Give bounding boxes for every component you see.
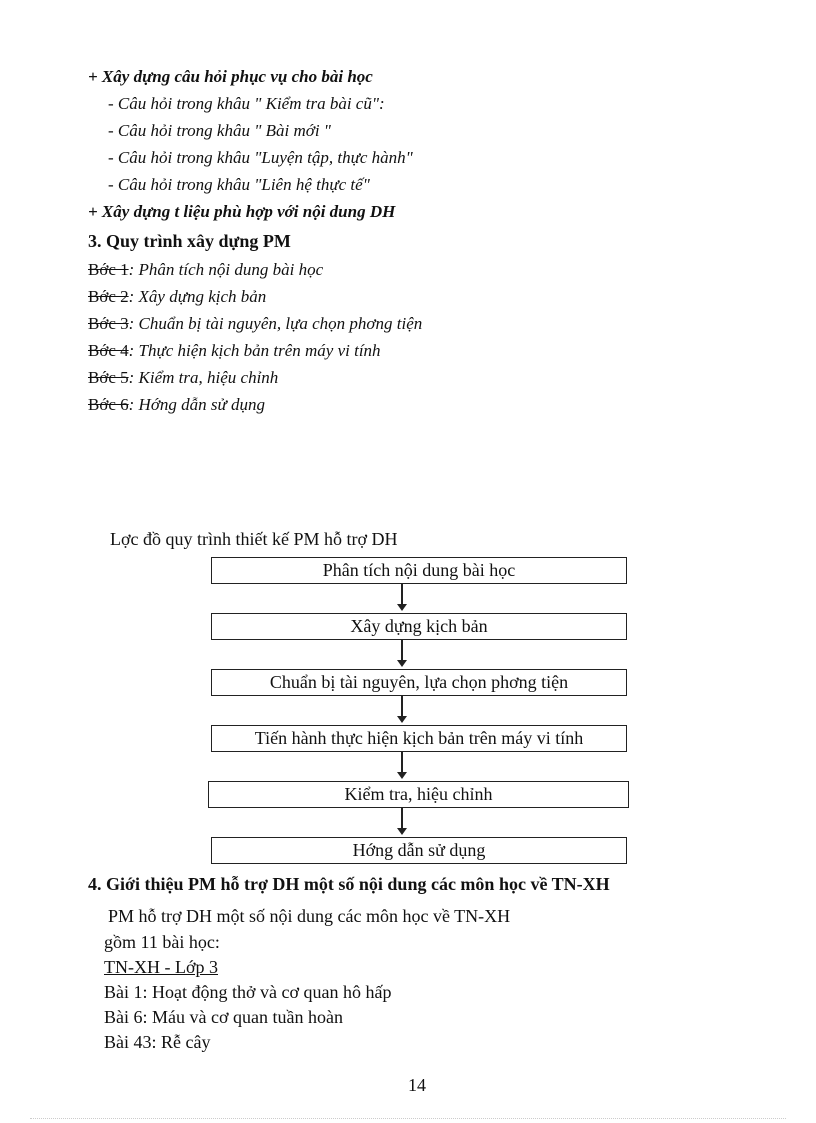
step-key: Bớc 5 [88,368,129,387]
flowchart-caption: Lợc đồ quy trình thiết kế PM hỗ trợ DH [110,529,398,549]
step-key: Bớc 3 [88,314,129,333]
page-number: 14 [408,1075,426,1095]
step-key: Bớc 4 [88,341,129,360]
step-line [88,395,265,415]
lesson-item: Bài 43: Rễ cây [104,1032,211,1052]
question-item: - Câu hỏi trong khâu "Liên hệ thực tế" [108,175,370,194]
lesson-item: Bài 6: Máu và cơ quan tuần hoàn [104,1007,343,1027]
materials-heading: + Xây dựng t liệu phù hợp với nội dung DH [88,202,396,221]
down-arrow-icon [401,640,403,661]
grade-subheading: TN-XH - Lớp 3 [104,957,218,977]
question-item: - Câu hỏi trong khâu " Kiểm tra bài cũ": [108,94,385,113]
question-item: - Câu hỏi trong khâu " Bài mới " [108,121,331,140]
step-text: : Kiểm tra, hiệu chỉnh [128,368,279,387]
step-line [88,341,381,361]
step-line [88,287,266,307]
flow-step-box: Xây dựng kịch bản [211,613,627,640]
flow-step-box: Kiểm tra, hiệu chỉnh [208,781,629,808]
step-text: : Xây dựng kịch bản [128,287,267,306]
step-text: : Hớng dẫn sử dụng [128,395,266,414]
questions-heading: + Xây dựng câu hỏi phục vụ cho bài học [88,67,373,86]
step-text: : Phân tích nội dung bài học [128,260,324,279]
step-key: Bớc 2 [88,287,129,306]
flow-step-box: Tiến hành thực hiện kịch bản trên máy vi tính [211,725,627,752]
flow-step-box: Hớng dẫn sử dụng [211,837,627,864]
flow-step-box: Chuẩn bị tài nguyên, lựa chọn phơng tiện [211,669,627,696]
step-key: Bớc 6 [88,395,129,414]
footer-divider [30,1118,786,1119]
down-arrow-icon [401,584,403,605]
down-arrow-icon [401,696,403,717]
step-line [88,260,323,280]
step-key: Bớc 1 [88,260,129,279]
question-item: - Câu hỏi trong khâu "Luyện tập, thực hành" [108,148,413,167]
step-text: : Thực hiện kịch bản trên máy vi tính [128,341,381,360]
step-text: : Chuẩn bị tài nguyên, lựa chọn phơng tiện [128,314,423,333]
down-arrow-icon [401,808,403,829]
section4-heading: 4. Giới thiệu PM hỗ trợ DH một số nội dung các môn học về TN-XH [88,874,610,894]
down-arrow-icon [401,752,403,773]
intro-line: gồm 11 bài học: [104,932,220,952]
intro-line: PM hỗ trợ DH một số nội dung các môn học về TN-XH [108,906,511,926]
section3-heading: 3. Quy trình xây dựng PM [88,231,291,251]
flow-step-box: Phân tích nội dung bài học [211,557,627,584]
lesson-item: Bài 1: Hoạt động thở và cơ quan hô hấp [104,982,392,1002]
step-line [88,314,422,334]
step-line [88,368,278,388]
